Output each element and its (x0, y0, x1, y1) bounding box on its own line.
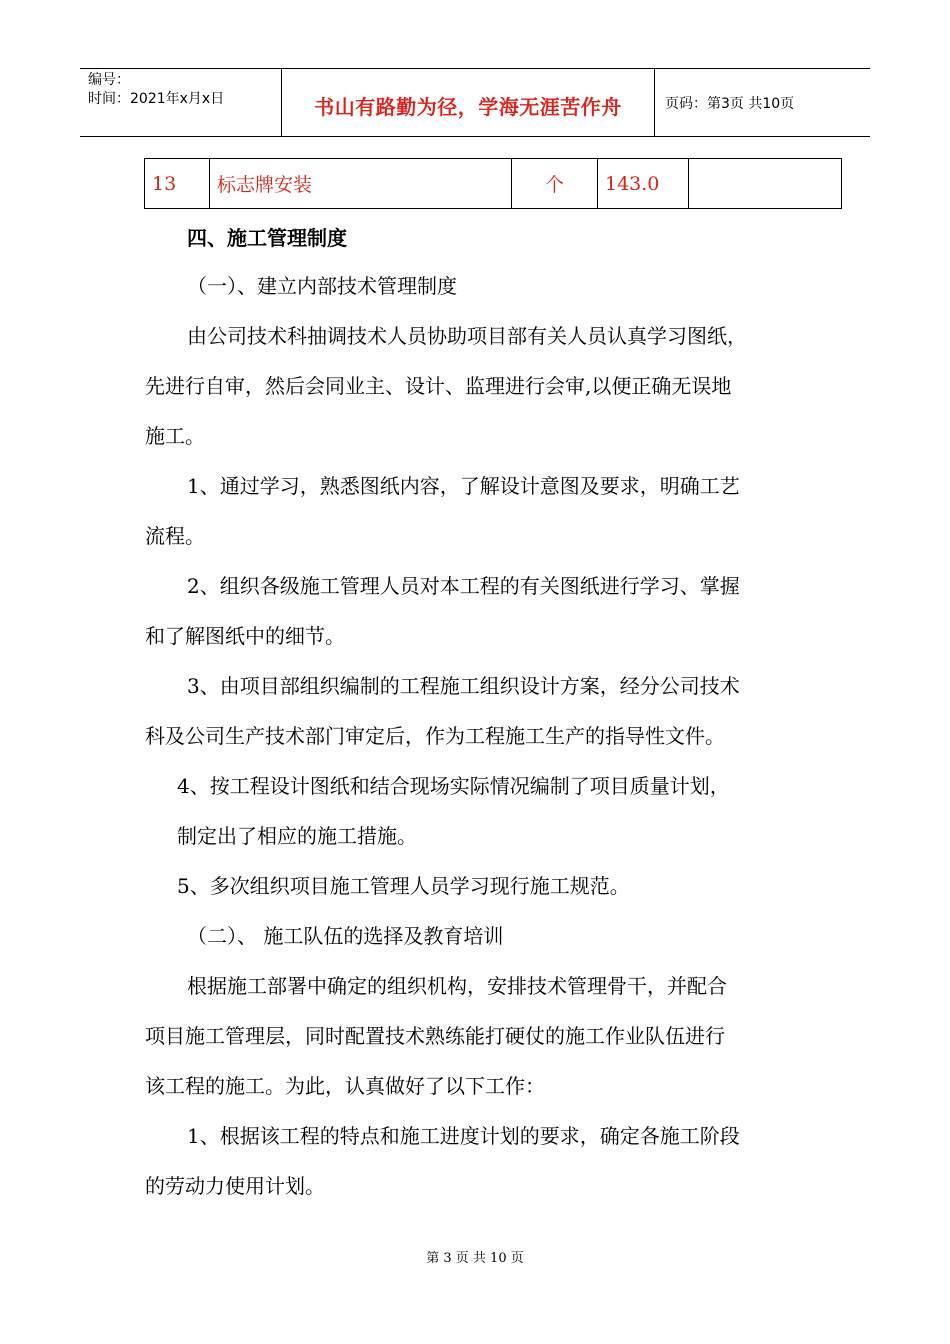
paragraph-line: 先进行自审，然后会同业主、设计、监理进行会审,以便正确无误地 (145, 374, 732, 398)
section-heading: 四、施工管理制度 (187, 226, 347, 250)
list-item: 的劳动力使用计划。 (145, 1174, 325, 1198)
header-top-rule (80, 68, 870, 69)
list-item: 2、组织各级施工管理人员对本工程的有关图纸进行学习、掌握 (187, 574, 740, 598)
header-motto: 书山有路勤为径，学海无涯苦作舟 (314, 95, 622, 119)
header-bottom-rule (80, 136, 870, 137)
list-item: 1、通过学习，熟悉图纸内容，了解设计意图及要求，明确工艺 (187, 474, 740, 498)
list-item: 制定出了相应的施工措施。 (177, 824, 417, 848)
list-item: 和了解图纸中的细节。 (145, 624, 345, 648)
row-unit: 个 (512, 159, 598, 209)
list-item: 流程。 (145, 524, 205, 548)
list-item: 5、多次组织项目施工管理人员学习现行施工规范。 (177, 874, 630, 898)
list-item: 1、根据该工程的特点和施工进度计划的要求，确定各施工阶段 (187, 1124, 740, 1148)
paragraph-line: 由公司技术科抽调技术人员协助项目部有关人员认真学习图纸， (187, 324, 747, 348)
list-item: 4、按工程设计图纸和结合现场实际情况编制了项目质量计划， (177, 774, 730, 798)
subsection-heading: （二）、 施工队伍的选择及教育培训 (187, 924, 504, 948)
paragraph-line: 项目施工管理层，同时配置技术熟练能打硬仗的施工作业队伍进行 (145, 1024, 725, 1048)
list-item: 3、由项目部组织编制的工程施工组织设计方案，经分公司技术 (187, 674, 740, 698)
paragraph-line: 该工程的施工。为此，认真做好了以下工作： (145, 1074, 545, 1098)
row-index: 13 (145, 159, 210, 209)
quantity-table (144, 158, 842, 209)
document-number: 编号： (88, 72, 130, 88)
document-time: 时间：2021年x月x日 (88, 91, 225, 107)
paragraph-line: 施工。 (145, 424, 205, 448)
row-quantity: 143.0 (598, 159, 689, 209)
table-row (145, 159, 842, 209)
row-remark (689, 159, 842, 209)
header-page-info: 页码：第3页 共10页 (665, 96, 795, 112)
page-footer: 第 3 页 共 10 页 (426, 1251, 524, 1266)
row-item: 标志牌安装 (210, 159, 512, 209)
subsection-heading: （一）、建立内部技术管理制度 (187, 274, 457, 298)
paragraph-line: 根据施工部署中确定的组织机构，安排技术管理骨干，并配合 (187, 974, 727, 998)
header-divider (654, 68, 655, 136)
list-item: 科及公司生产技术部门审定后，作为工程施工生产的指导性文件。 (145, 724, 725, 748)
header-meta (88, 71, 224, 109)
